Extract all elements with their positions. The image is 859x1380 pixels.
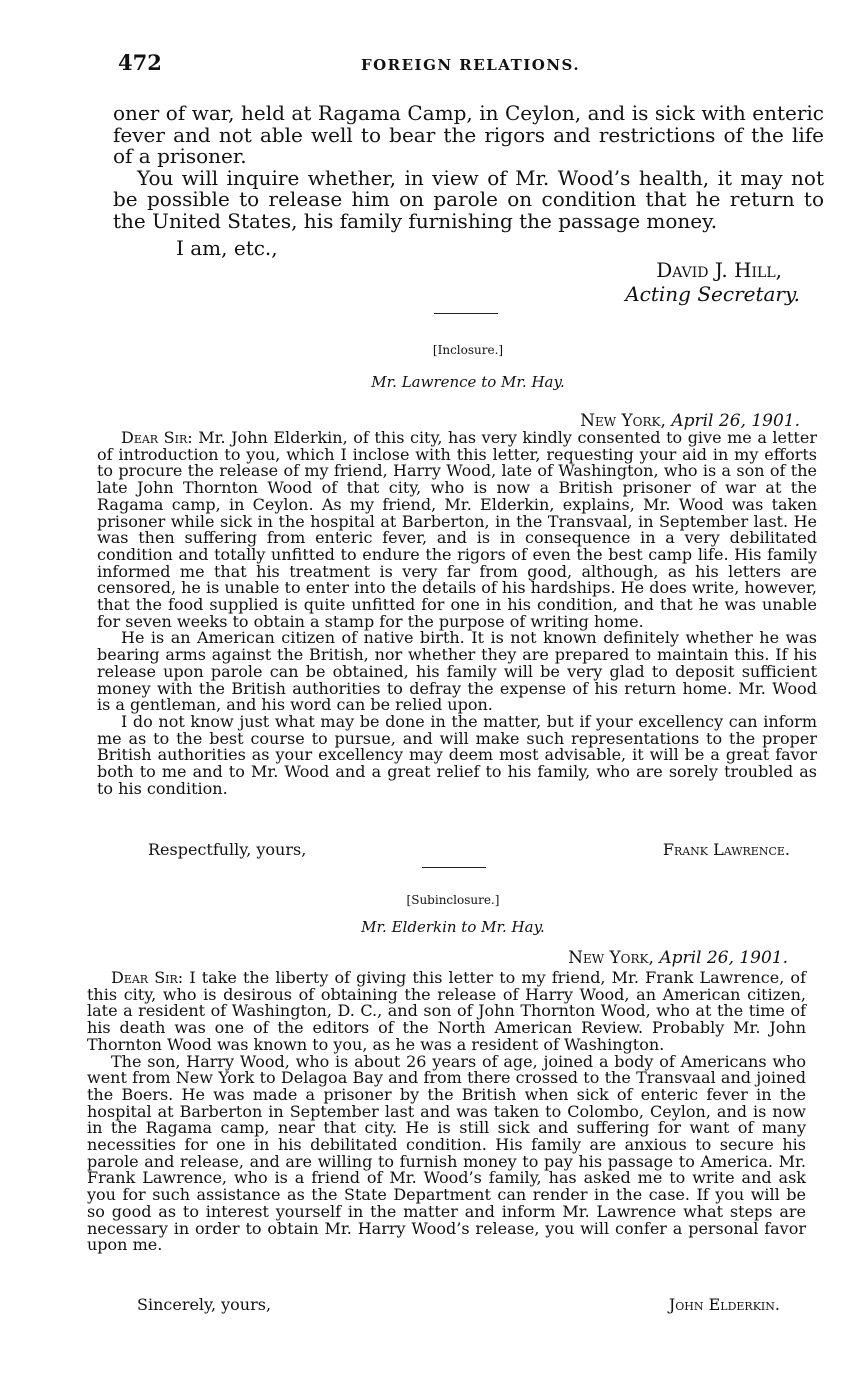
paragraph: You will inquire whether, in view of Mr. Wood’s health, it may not be possible to release him on parole on condition that he return to the United States, his family furnishing the passage money. (113, 165, 824, 233)
inclosure-heading: Mr. Lawrence to Mr. Hay. (371, 373, 565, 391)
top-letter-body (113, 103, 824, 232)
signature: John Elderkin. (668, 1295, 780, 1314)
paragraph: Mr. John Elderkin, of this city, has very kindly consented to give me a letter of introduction to you, which I inclose with this letter, requesting your aid in my efforts to procure the release of my friend, Harry Wood, late of Washington, who is a son of the late John Thornton Wood of that city, who is now a British prisoner of war at the Ragama camp, in Ceylon. As my friend, Mr. Elderkin, explains, Mr. Wood was taken prisoner while sick in the hospital at Barberton, in the Transvaal, in September last. He was then suffering from enteric fever, and is in consequence in a very debilitated condition and totally unfitted to endure the rigors of even the best camp life. His family informed me that his treatment is very far from good, although, as his letters are censored, he is unable to enter into the details of his hardships. He does write, however, that the food supplied is quite unfitted for one in his condition, and that he was unable for seven weeks to obtain a stamp for the purpose of writing home. (97, 428, 817, 631)
signature-name: David J. Hill, (656, 258, 782, 282)
subinclosure-heading: Mr. Elderkin to Mr. Hay. (361, 918, 545, 936)
inclosure-label: [Inclosure.] (432, 343, 504, 357)
dateline-place: New York, (568, 948, 654, 968)
inclosure-body (97, 430, 817, 797)
signature-title: Acting Secretary. (625, 282, 800, 306)
salutation: Dear Sir: (121, 428, 193, 447)
paragraph: The son, Harry Wood, who is about 26 years of age, joined a body of Americans who went from New York to Delagoa Bay and from there crossed to the Transvaal and joined the Boers. He was made a prisoner by the British when sick of enteric fever in the hospital at Barberton in September last and was taken to Colombo, Ceylon, and is now in the Ragama camp, near that city. He is still sick and suffering for want of many necessities for one in his debilitated condition. His family are anxious to secure his parole and release, and are willing to furnish money to pay his passage to America. Mr. Frank Lawrence, who is a friend of Mr. Wood’s family, has asked me to write and ask you for such assistance as the State Department can render in the case. If you will be so good as to interest yourself in the matter and inform Mr. Lawrence what steps are necessary in order to obtain Mr. Harry Wood’s release, you will confer a personal favor upon me. (87, 1051, 806, 1255)
closing: Sincerely, yours, (137, 1295, 272, 1314)
subinclosure-body (87, 970, 806, 1254)
dateline-date: April 26, 1901. (671, 411, 800, 431)
page-number: 472 (118, 50, 162, 75)
subinclosure-dateline (470, 948, 788, 968)
divider (434, 313, 498, 314)
paragraph: I take the liberty of giving this letter to my friend, Mr. Frank Lawrence, of this city, who is desirous of obtaining the release of Harry Wood, an American citizen, late a resident of Washington, D. C., and son of John Thornton Wood, who at the time of his death was one of the editors of the North American Review. Probably Mr. John Thornton Wood was known to you, as he was a resident of Washington. (87, 968, 806, 1054)
running-title: FOREIGN RELATIONS. (360, 56, 581, 74)
dateline-date: April 26, 1901. (659, 948, 788, 968)
salutation: Dear Sir: (111, 968, 184, 987)
paragraph: I do not know just what may be done in the matter, but if your excellency can inform me as to the best course to pursue, and will make such representations to the proper British authorities as your excellency may deem most advisable, it will be a great favor both to me and to Mr. Wood and a great relief to his family, who are sorely troubled as to his condition. (97, 711, 817, 798)
closing: I am, etc., (176, 236, 278, 260)
paragraph: oner of war, held at Ragama Camp, in Ceylon, and is sick with enteric fever and not able well to bear the rigors and restrictions of the life of a prisoner. (113, 101, 824, 168)
subinclosure-label: [Subinclosure.] (406, 893, 500, 907)
page-header (118, 50, 823, 80)
closing: Respectfully, yours, (148, 840, 307, 859)
signature: Frank Lawrence. (662, 840, 790, 859)
divider (422, 867, 486, 868)
dateline-place: New York, (580, 411, 666, 431)
paragraph: He is an American citizen of native birth. It is not known definitely whether he was bearing arms against the British, nor whether they are prepared to maintain this. If his release upon parole can be obtained, his family will be very glad to deposit sufficient money with the British authorities to defray the expense of his return home. Mr. Wood is a gentleman, and his word can be relied upon. (97, 628, 817, 715)
